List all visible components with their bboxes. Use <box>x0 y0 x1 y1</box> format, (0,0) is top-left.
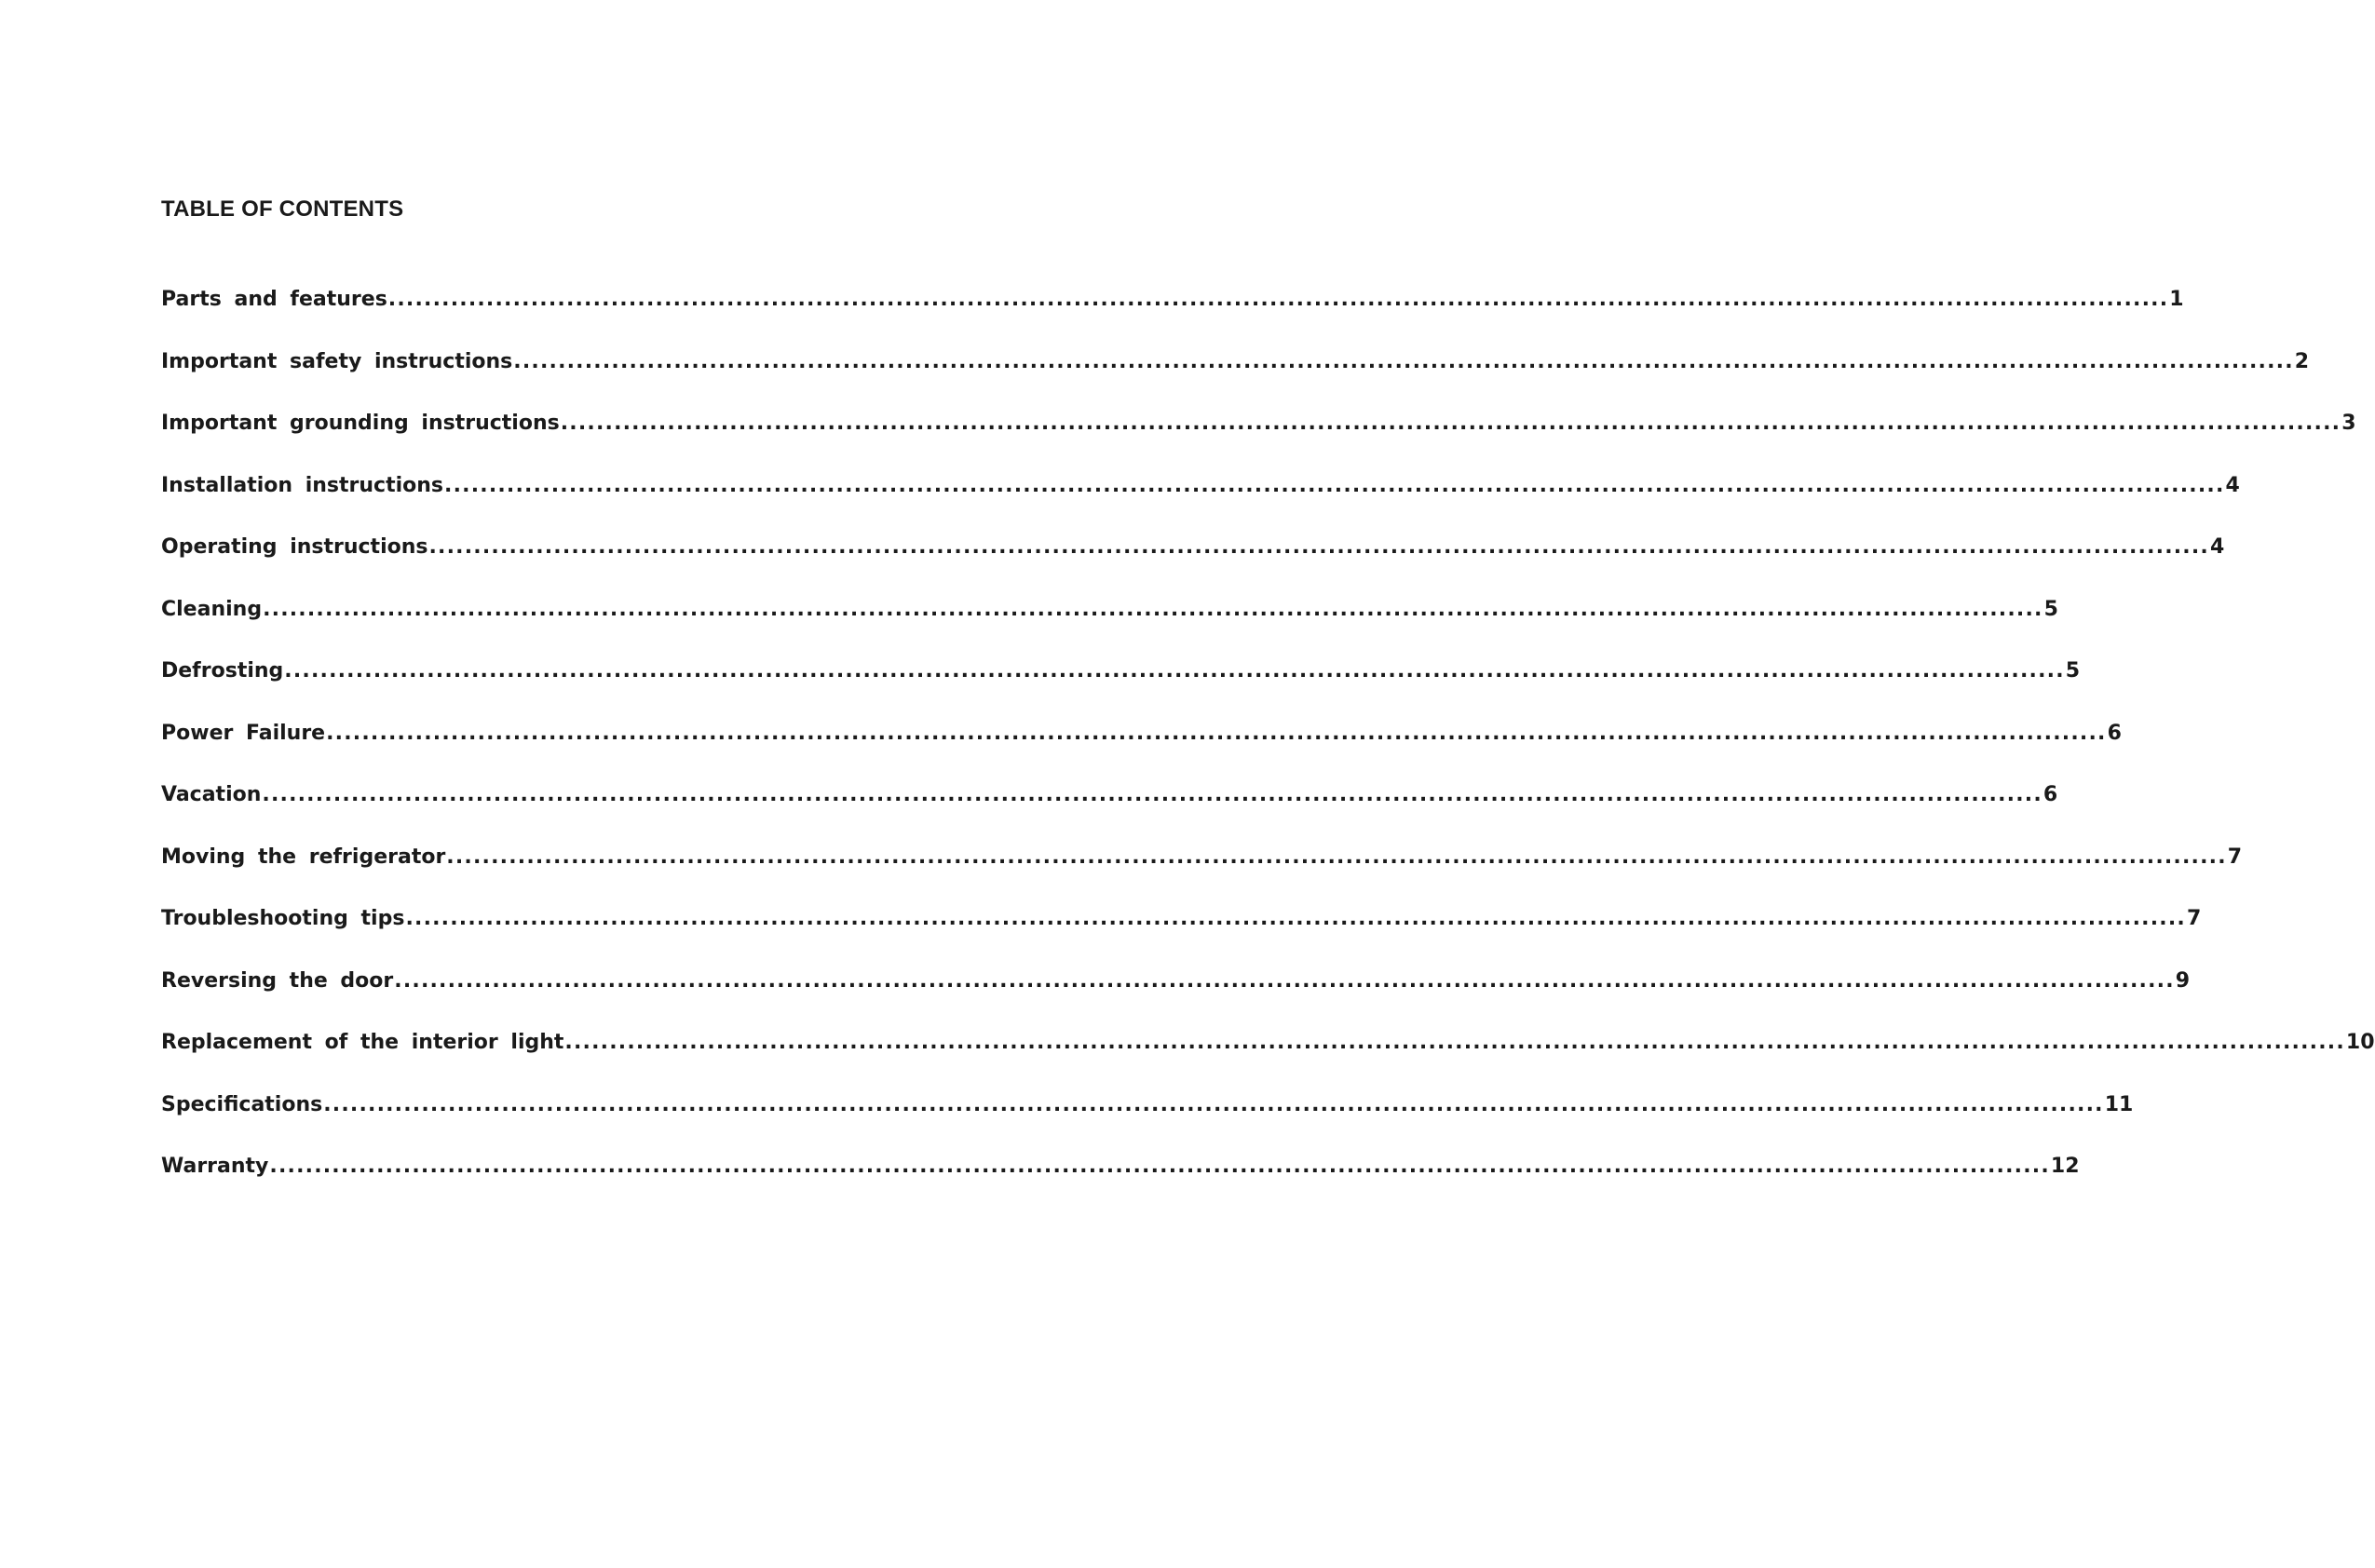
toc-entry <box>161 1029 2375 1091</box>
toc-entry-label: Replacement of the interior light <box>161 1031 564 1054</box>
toc-entry <box>161 844 2243 906</box>
toc-page-number: 10 <box>2345 1031 2375 1054</box>
toc-entry-label: Troubleshooting tips <box>161 907 405 930</box>
toc-page-number: 6 <box>2042 783 2058 806</box>
toc-page-number: 5 <box>2065 659 2081 683</box>
toc-entry <box>161 905 2202 967</box>
toc-page-number: 4 <box>2209 535 2225 559</box>
toc-page-number: 12 <box>2050 1155 2080 1178</box>
toc-entry <box>161 1091 2134 1154</box>
toc-page-number: 1 <box>2169 288 2184 311</box>
toc-entry <box>161 410 2356 472</box>
toc-entry-label: Specifications <box>161 1092 323 1116</box>
page-title: TABLE OF CONTENTS <box>161 196 404 222</box>
toc-dot-leader: ........................................................................................................................................................................................................ <box>323 1092 2104 1116</box>
toc-entry <box>161 781 2058 844</box>
toc-entry-label: Important grounding instructions <box>161 412 560 435</box>
toc-dot-leader: ........................................................................................................................................................................................................ <box>326 721 2107 745</box>
toc-dot-leader: ........................................................................................................................................................................................................ <box>269 1155 2050 1178</box>
toc-page-number: 7 <box>2186 907 2202 930</box>
toc-dot-leader: ........................................................................................................................................................................................................ <box>263 597 2043 621</box>
toc-entry-label: Parts and features <box>161 288 387 311</box>
toc-entry-label: Defrosting <box>161 659 284 683</box>
toc-dot-leader: ........................................................................................................................................................................................................ <box>428 535 2209 559</box>
toc-entry <box>161 1153 2080 1215</box>
toc-dot-leader: ........................................................................................................................................................................................................ <box>513 349 2294 373</box>
toc-page-number: 4 <box>2225 473 2240 497</box>
toc-dot-leader: ........................................................................................................................................................................................................ <box>394 968 2175 993</box>
toc-entry-label: Installation instructions <box>161 473 444 497</box>
toc-entry <box>161 286 2184 348</box>
toc-dot-leader: ........................................................................................................................................................................................................ <box>564 1031 2345 1054</box>
toc-page-number: 3 <box>2341 412 2356 435</box>
toc-dot-leader: ........................................................................................................................................................................................................ <box>444 473 2225 497</box>
toc-entry <box>161 596 2058 658</box>
toc-entry-label: Operating instructions <box>161 535 428 559</box>
toc-entry-label: Warranty <box>161 1155 269 1178</box>
toc-dot-leader: ........................................................................................................................................................................................................ <box>262 783 2042 806</box>
toc-dot-leader: ........................................................................................................................................................................................................ <box>387 288 2169 311</box>
toc-entry-label: Power Failure <box>161 721 326 745</box>
toc-entry-label: Reversing the door <box>161 968 394 993</box>
toc-entry-label: Cleaning <box>161 597 263 621</box>
toc-entry <box>161 348 2310 411</box>
toc-entry-label: Important safety instructions <box>161 349 513 373</box>
toc-entry <box>161 534 2225 596</box>
toc-page-number: 11 <box>2104 1092 2134 1116</box>
toc-page-number: 2 <box>2294 349 2310 373</box>
toc-entry <box>161 472 2240 534</box>
toc-entry <box>161 657 2081 720</box>
toc-entry-label: Moving the refrigerator <box>161 845 446 869</box>
toc-page-number: 6 <box>2107 721 2122 745</box>
toc-dot-leader: ........................................................................................................................................................................................................ <box>405 907 2186 930</box>
toc-entry-label: Vacation <box>161 783 262 806</box>
toc-dot-leader: ........................................................................................................................................................................................................ <box>284 659 2065 683</box>
toc-list <box>161 286 2375 1215</box>
toc-entry <box>161 967 2191 1030</box>
toc-page-number: 5 <box>2043 597 2058 621</box>
toc-entry <box>161 720 2122 782</box>
toc-dot-leader: ........................................................................................................................................................................................................ <box>446 845 2227 869</box>
toc-page-number: 9 <box>2175 968 2191 993</box>
toc-dot-leader: ........................................................................................................................................................................................................ <box>560 412 2341 435</box>
toc-page-number: 7 <box>2227 845 2243 869</box>
